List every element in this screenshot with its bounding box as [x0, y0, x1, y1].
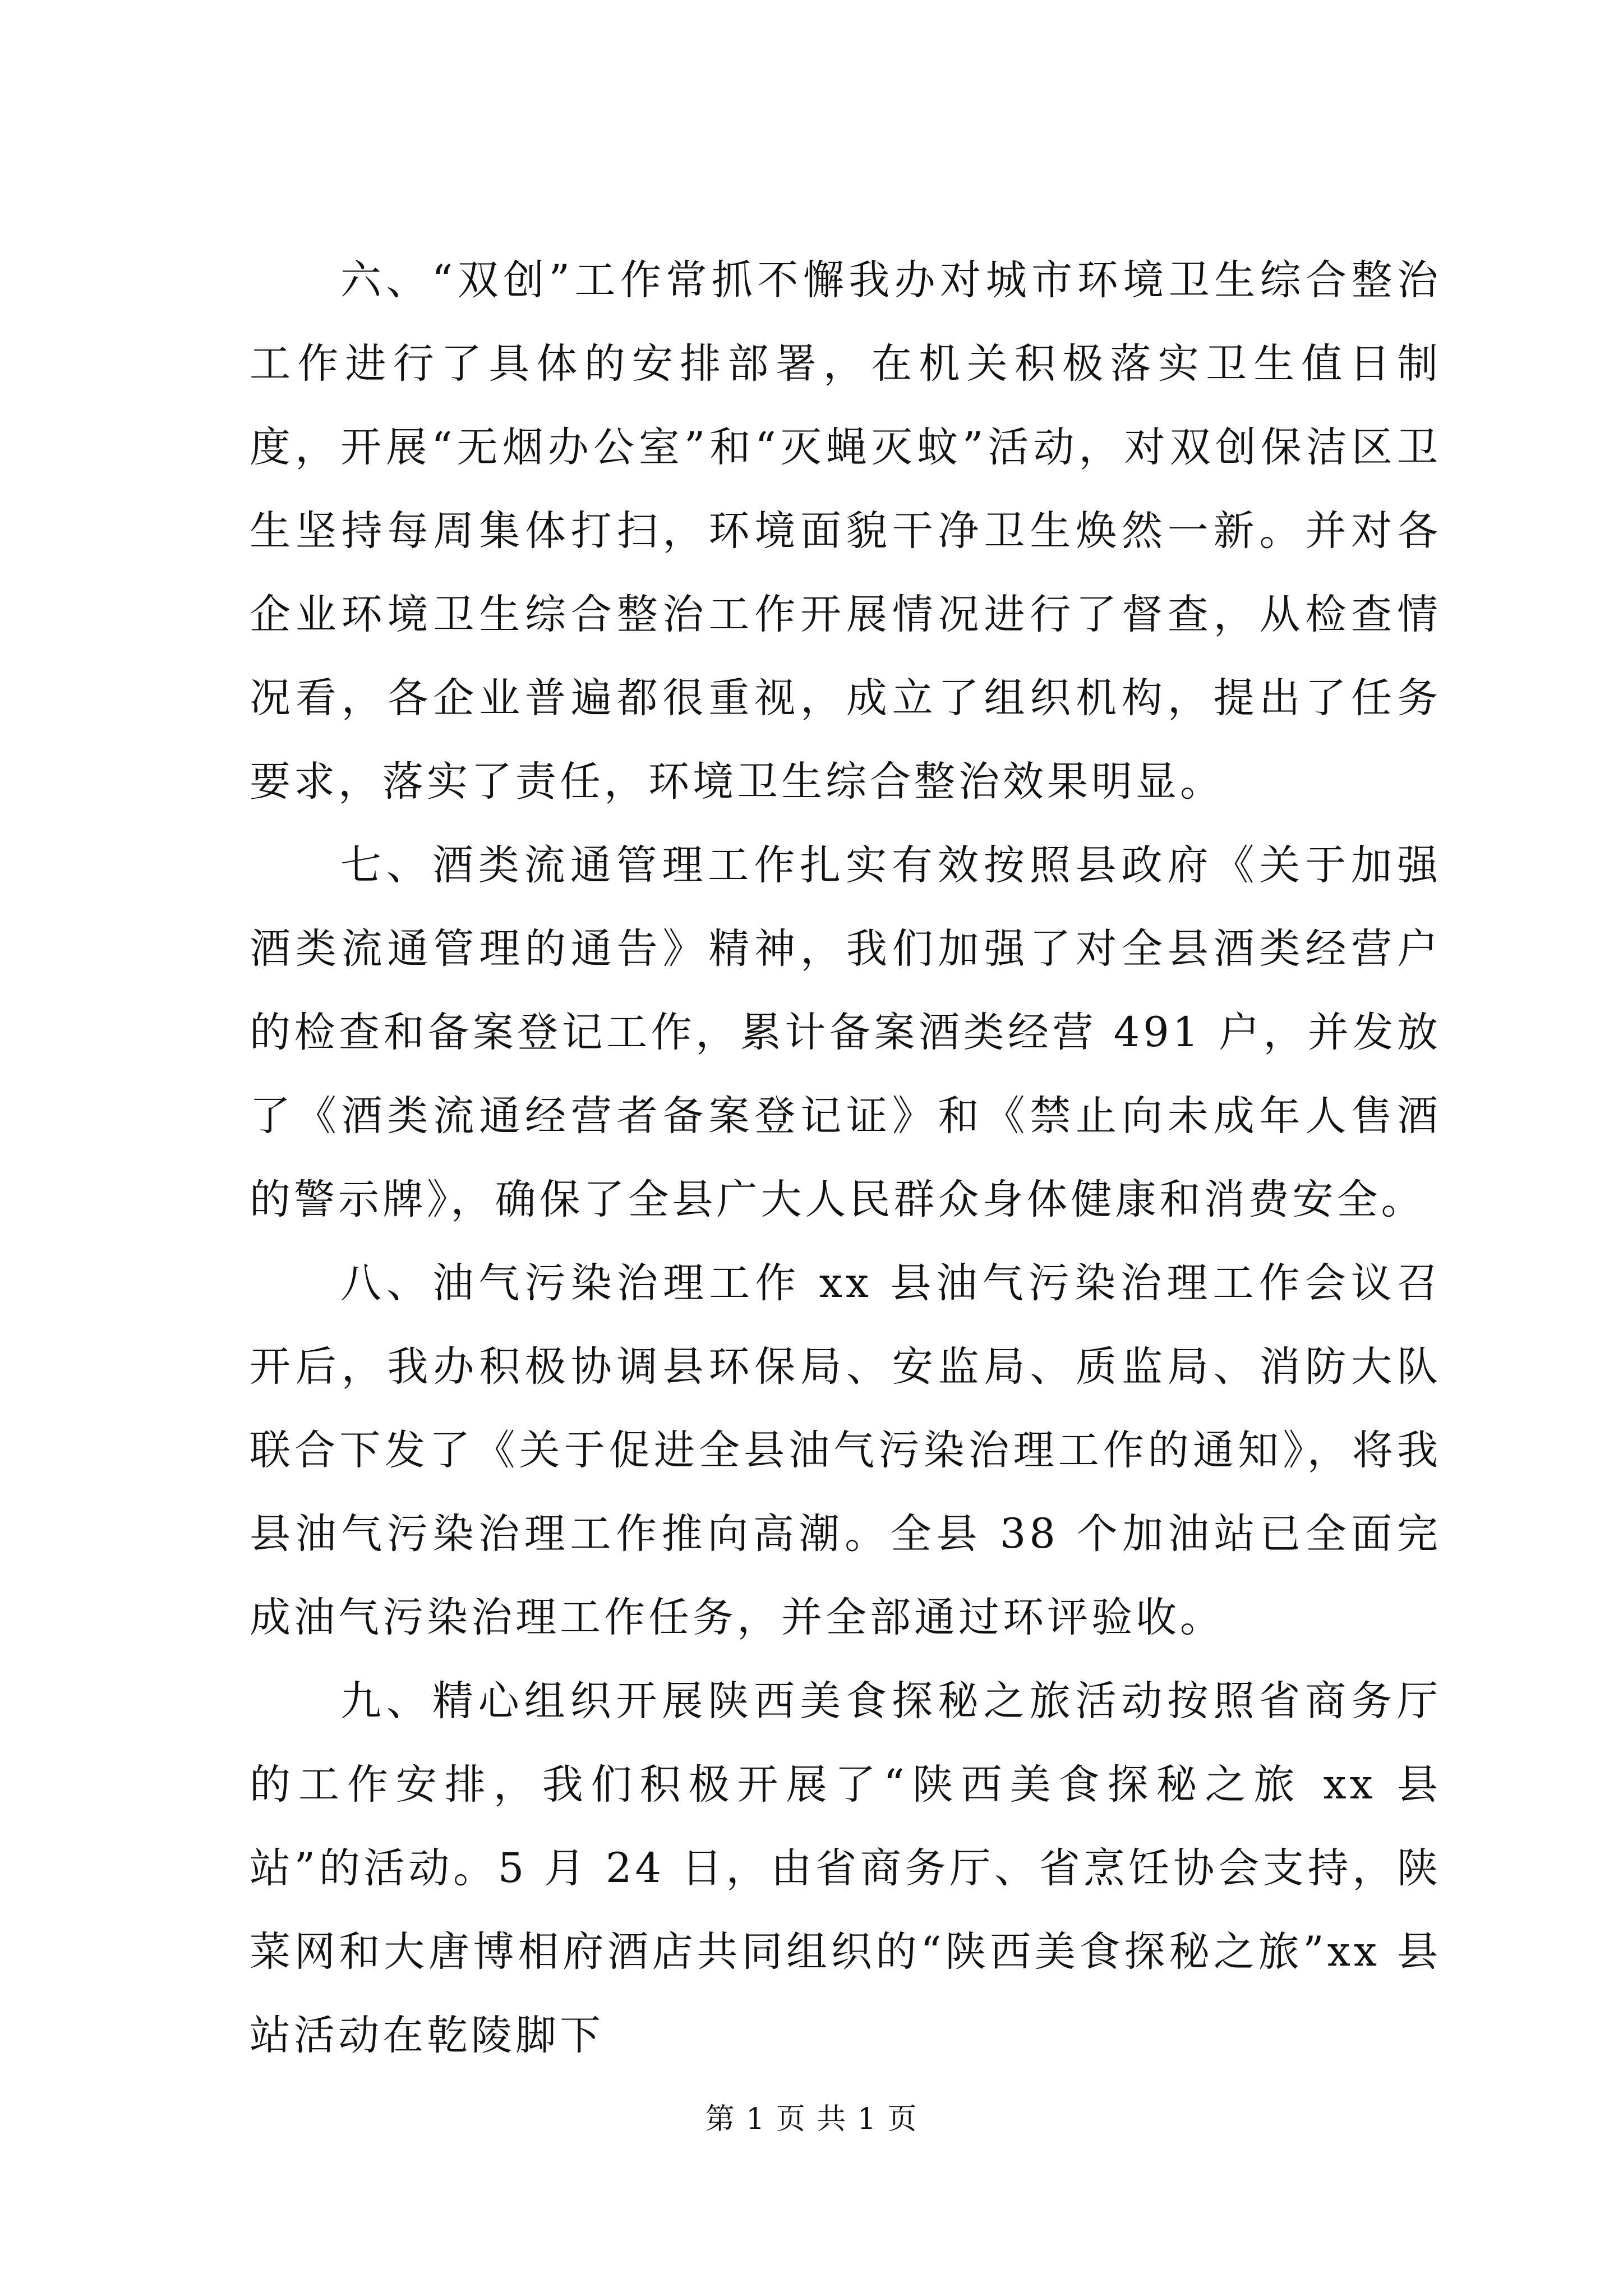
paragraph-7: 七、酒类流通管理工作扎实有效按照县政府《关于加强酒类流通管理的通告》精神，我们加强了对全县酒类经营户的检查和备案登记工作，累计备案酒类经营 491 户，并发放了《酒类流通经营者备案登记证》和《禁止向未成年人售酒的警示牌》，确保了全县广大人民群众身体健康和消费安全。	[250, 841, 1441, 1223]
paragraph-6: 六、“双创”工作常抓不懈我办对城市环境卫生综合整治工作进行了具体的安排部署，在机关积极落实卫生值日制度，开展“无烟办公室”和“灭蝇灭蚊”活动，对双创保洁区卫生坚持每周集体打扫，环境面貌干净卫生焕然一新。并对各企业环境卫生综合整治工作开展情况进行了督查，从检查情况看，各企业普遍都很重视，成立了组织机构，提出了任务要求，落实了责任，环境卫生综合整治效果明显。	[250, 256, 1441, 806]
document-body	[250, 238, 1441, 2077]
paragraph-9: 九、精心组织开展陕西美食探秘之旅活动按照省商务厅的工作安排，我们积极开展了“陕西美食探秘之旅 xx 县站”的活动。5 月 24 日，由省商务厅、省烹饪协会支持，陕菜网和大唐博相府酒店共同组织的“陕西美食探秘之旅”xx 县站活动在乾陵脚下	[250, 1677, 1441, 2059]
paragraph-8: 八、油气污染治理工作 xx 县油气污染治理工作会议召开后，我办积极协调县环保局、安监局、质监局、消防大队联合下发了《关于促进全县油气污染治理工作的通知》，将我县油气污染治理工作推向高潮。全县 38 个加油站已全面完成油气污染治理工作任务，并全部通过环评验收。	[250, 1259, 1441, 1641]
page-footer: 第 1 页 共 1 页	[705, 2102, 918, 2136]
